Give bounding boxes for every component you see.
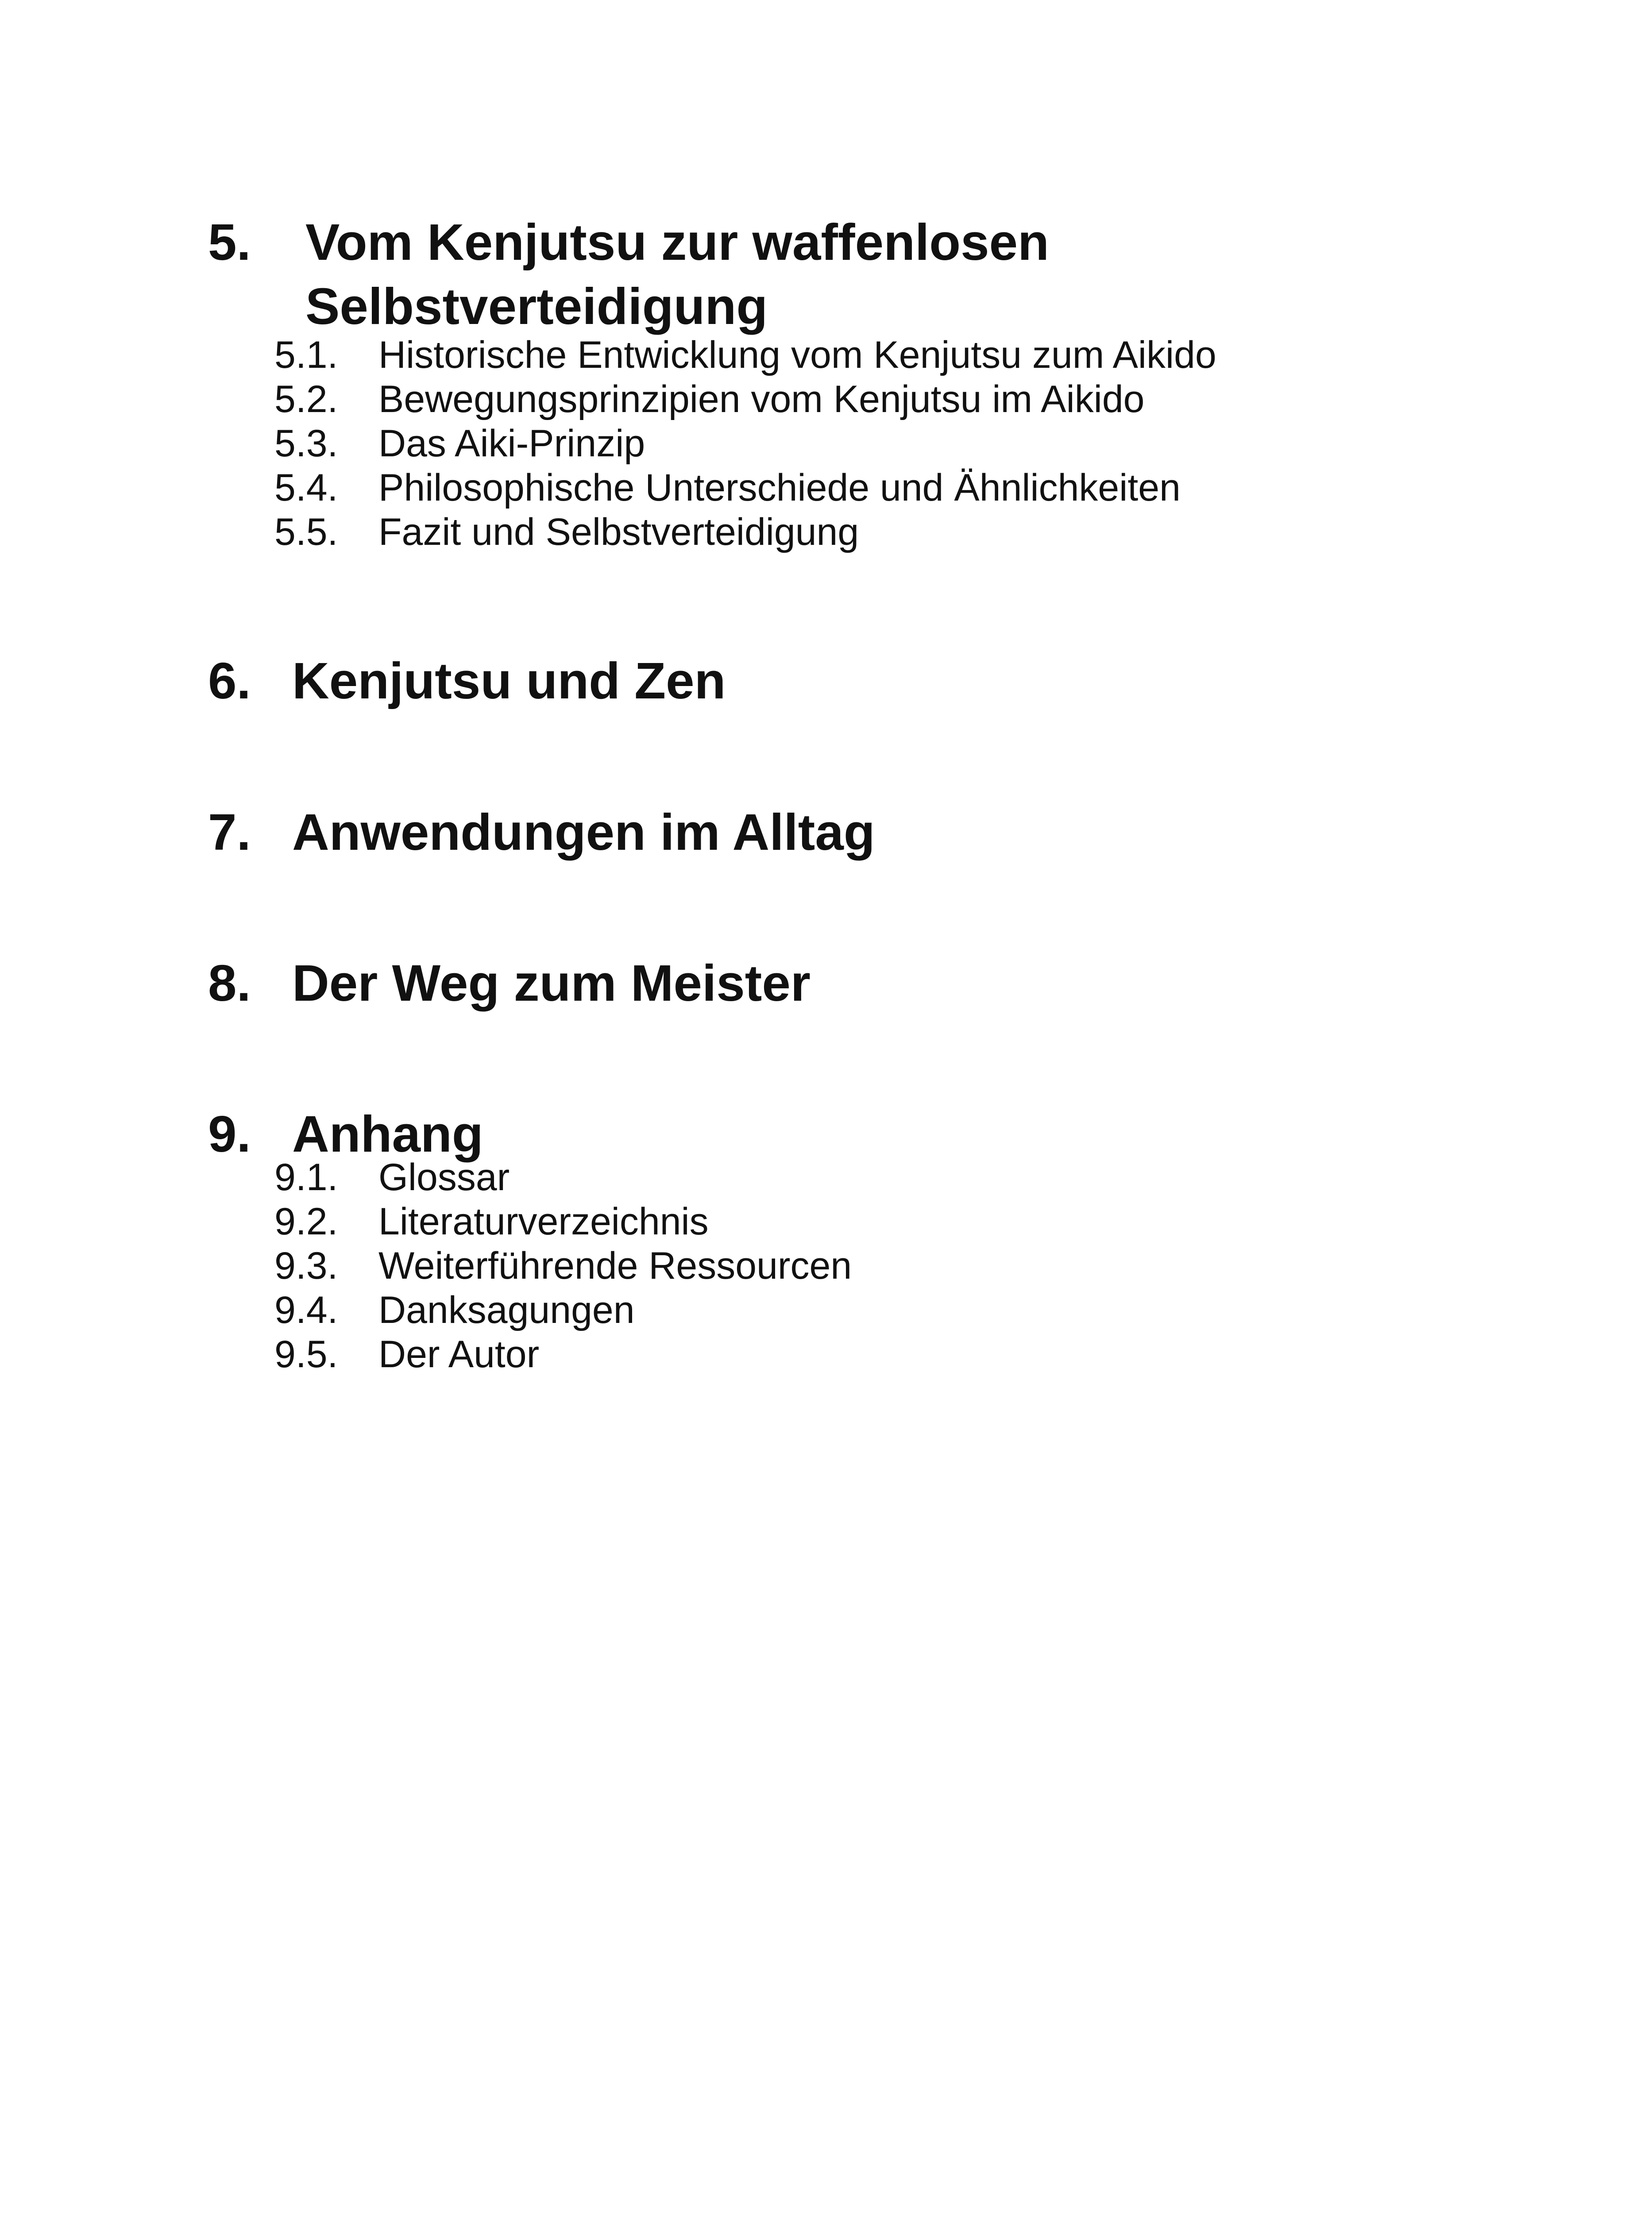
chapter-title: Der Weg zum Meister [292,954,811,1012]
subsection-number: 5.5. [274,511,338,553]
chapter-title: Kenjutsu und Zen [292,652,726,709]
chapter-number: 5. [208,213,251,271]
subsection-number: 9.4. [274,1289,338,1331]
subsection-title: Glossar [378,1156,510,1199]
subsection-title: Literaturverzeichnis [378,1200,709,1243]
subsection-number: 5.4. [274,467,338,509]
subsection-title: Historische Entwicklung vom Kenjutsu zum Aikido [378,334,1216,376]
chapter-number: 8. [208,954,251,1012]
chapter-number: 6. [208,652,251,709]
chapter-title: Vom Kenjutsu zur waffenlosen [305,213,1050,271]
chapter-title-continued: Selbstverteidigung [305,278,768,335]
chapter-number: 9. [208,1105,251,1163]
subsection-title: Philosophische Unterschiede und Ähnlichkeiten [378,467,1181,509]
subsection-number: 9.2. [274,1200,338,1243]
subsection-number: 9.3. [274,1245,338,1287]
chapter-title: Anwendungen im Alltag [292,803,875,861]
subsection-title: Fazit und Selbstverteidigung [378,511,859,553]
chapter-number: 7. [208,803,251,861]
subsection-title: Weiterführende Ressourcen [378,1245,852,1287]
subsection-title: Danksagungen [378,1289,635,1331]
subsection-title: Bewegungsprinzipien vom Kenjutsu im Aikido [378,378,1145,420]
subsection-title: Der Autor [378,1333,540,1376]
subsection-title: Das Aiki-Prinzip [378,422,645,465]
subsection-number: 9.5. [274,1333,338,1376]
subsection-number: 5.2. [274,378,338,420]
subsection-number: 9.1. [274,1156,338,1199]
subsection-number: 5.1. [274,334,338,376]
subsection-number: 5.3. [274,422,338,465]
chapter-title: Anhang [292,1105,483,1163]
